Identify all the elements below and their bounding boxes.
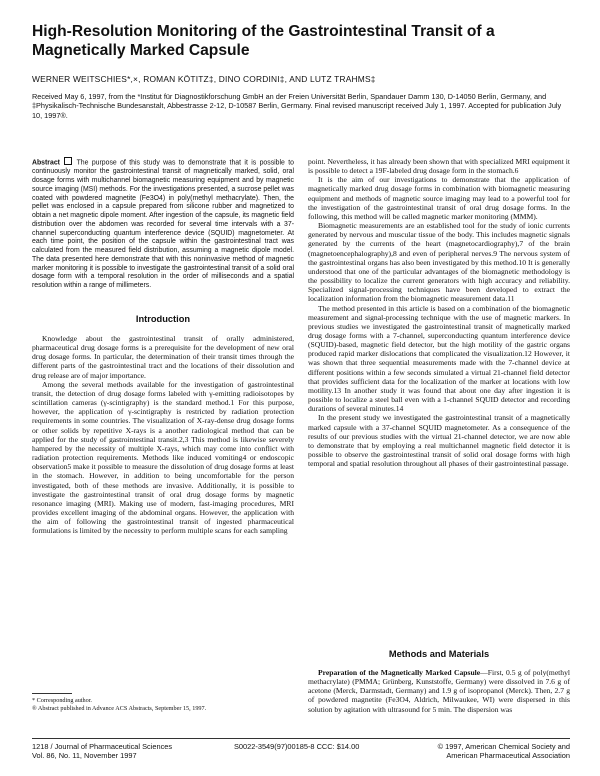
- left-column: [32, 334, 294, 535]
- footer-rule: [32, 738, 570, 739]
- footnote-corresponding: * Corresponding author.: [32, 697, 92, 704]
- right-paragraph-3: Biomagnetic measurements are an established tool for the study of ionic currents generated by nervous and muscular tissue of the body. This includes magnetic signals generated by the currents of the heart (magnetocardiography),7 of the brain (magnetoencephalography),8 and even of peripheral nerves.9 The nervous system of the gastrointestinal organs has also been investigated by this method.10 It is generally understood that one of the particular advantages of the biomagnetic methodology is the possibility to localize the current generators with high accuracy and reliability. Specialized signal-processing techniques have been developed to extract the localization information from the biomagnetic measurement data.11: [308, 221, 570, 304]
- intro-paragraph-2: Among the several methods available for the investigation of gastrointestinal transit, the detection of drug dosage forms labeled with γ-emitting radioisotopes by scintillation cameras (γ-scintigraphy) is the standard method.1 For this purpose, however, the application of γ-scintigraphy is restricted by radiation protection requirements in some countries. The visualization of X-ray-dense drug dosage forms or other solids by repetitive X-rays is a another radiological method that can be applied for the study of gastrointestinal transit.2,3 This method is likewise severely hampered by the necessity of multiple X-rays, which may come into conflict with radiation protection requirements. Methods like induced vomiting4 or endoscopic observation5 make it possible to measure the dissolution of drug dosage forms at least in the stomach. However, in addition to being uncomfortable for the person investigated, both of these methods are invasive. Additionally, it is possible to investigate the gastrointestinal transit of oral drug dosage forms by magnetic resonance imaging (MRI). Making use of modern, fast-imaging procedures, MRI provides excellent imaging of the abdominal organs. However, the application with the aim of following the gastrointestinal transit of ingested pharmaceutical formulations is limited by the necessity to perform multiple scans for each sampling: [32, 379, 294, 536]
- copyright-notice: © 1997, American Chemical Society and American Pharmaceutical Association: [437, 742, 570, 760]
- received-dates: Received May 6, 1997, from the *Institut für Diagnostikforschung GmbH an der Freien Universität Berlin, Spandauer Damm 130, D-14050 Berlin, Germany, and ‡Physikalisch-Technische Bundesanstalt, Abbestrasse 2-12, D-10587 Berlin, Germany. Final revised manuscript received July 1, 1997. Accepted for publication July 10, 1997®.: [32, 92, 562, 120]
- footnotes: [32, 697, 294, 713]
- abstract-label: Abstract: [32, 159, 60, 167]
- methods-text: —First, 0.5 g of poly(methyl methacrylate) (PMMA; Grünberg, Kunststoffe, Germany) were dissolved in 7.6 g of acetone (Merck, Darmstadt, Germany) and 1.9 g of isopropanol (Merck). Then, 2.7 g of powdered magnetite (Fe3O4, Aldrich, Milwaukee, WI) were dispersed in this solution by agitation with ultrasound for 5 min. The dispersion was: [308, 668, 571, 714]
- methods-column: [308, 668, 570, 714]
- intro-paragraph-1: Knowledge about the gastrointestinal transit of orally administered, pharmaceutical drug dosage forms is a prerequisite for the development of new oral drug dosage forms. In particular, the determination of their transit times through the different parts of the gastrointestinal tract and the locations of their dissolution and drug release are of major importance.: [32, 334, 294, 380]
- footnote-abstract: ® Abstract published in Advance ACS Abstracts, September 15, 1997.: [32, 705, 207, 712]
- abstract: [32, 157, 294, 291]
- right-paragraph-1: point. Nevertheless, it has already been shown that with specialized MRI equipment it is possible to detect a 19F-labeled drug dosage form in the stomach.6: [308, 157, 570, 176]
- square-icon: [64, 157, 72, 165]
- doi-code: S0022-3549(97)00185-8 CCC: $14.00: [234, 742, 360, 751]
- author-list: WERNER WEITSCHIES*,×, ROMAN KÖTITZ‡, DINO CORDINI‡, AND LUTZ TRAHMS‡: [32, 74, 376, 84]
- footnote-rule: [32, 693, 72, 694]
- paper-title: High-Resolution Monitoring of the Gastrointestinal Transit of a Magnetically Marked Capsule: [32, 23, 495, 59]
- abstract-text: The purpose of this study was to demonstrate that it is possible to continuously monitor the gastrointestinal transit of magnetically marked, solid, oral dosage forms with multichannel biomagnetic measuring equipment and by magnetic source imaging (MSI) methods. For the investigations presented, a sucrose pellet was coated with powdered magnetite (Fe3O4) in poly(methyl methacrylate). Then, the pellet was enclosed in a capsule prepared from silicone rubber and magnetized to obtain a net magnetic dipole moment. After ingestion of the capsule, its magnetic field distribution over the abdomen was recorded for several time intervals with a 37-channel superconducting quantum interference device (SQUID) magnetometer. At each time point, the position of the capsule within the gastrointestinal tract was calculated from the measured field distribution, assuming a magnetic dipole model. The data presented here demonstrate that with this noninvasive method of magnetic marker monitoring it is possible to investigate the gastrointestinal transit of a solid oral dosage form with a temporal resolution in the order of milliseconds and a spatial resolution within a range of millimeters.: [32, 159, 294, 289]
- right-paragraph-5: In the present study we investigated the gastrointestinal transit of a magnetically marked capsule with a 37-channel SQUID magnetometer. As a consequence of the results of our previous studies with the virtual 21-channel detector, we are now able to demonstrate that by employing a real multichannel magnetic field detector it is possible to observe the gastrointestinal transit of solid oral dosage forms with high temporal and spatial resolution throughout all phases of their gastrointestinal passage.: [308, 413, 570, 469]
- introduction-heading: Introduction: [135, 314, 191, 324]
- right-paragraph-4: The method presented in this article is based on a combination of the biomagnetic measurement and signal-processing technique with the use of magnetic markers. In previous studies we investigated the gastrointestinal transit of magnetically marked drug dosage forms with a 7-channel, superconducting quantum interference device (SQUID)-based, magnetic field detector, but the high motility of the gastric organs produced rapid marker dislocations that complicated the visualization.12 However, it was shown that three sequential measurements made with the 7-channel device at different positions within a few seconds simulated a virtual 21-channel field detector that provides sufficient data for the localization of the marker at locations with low motility.13 In another study it was found that about one day after ingestion it is possible to localize a steel ball even with a 1-channel SQUID detector and recording durations of several minutes.14: [308, 303, 570, 414]
- methods-heading: Methods and Materials: [388, 649, 490, 659]
- journal-citation: 1218 / Journal of Pharmaceutical Sciences Vol. 86, No. 11, November 1997: [32, 742, 173, 760]
- methods-subheading: Preparation of the Magnetically Marked Capsule: [318, 668, 481, 677]
- right-column: [308, 157, 570, 468]
- right-paragraph-2: It is the aim of our investigations to demonstrate that the application of magnetically marked drug dosage forms in combination with biomagnetic measuring equipment and methods of magnetic source imaging may lead to a powerful tool for the investigation of the gastrointestinal transit of oral drug dosage forms. In the following, this method will be called magnetic marker monitoring (MMM).: [308, 175, 570, 221]
